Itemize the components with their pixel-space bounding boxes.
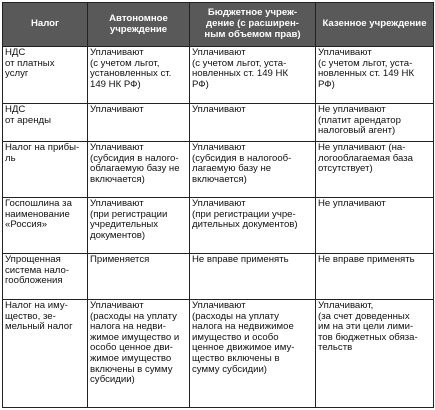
header-autonomous-label: Автономное учреждение: [109, 12, 168, 35]
header-budget: [190, 3, 316, 47]
header-state-label: Казенное учреждение: [322, 18, 427, 30]
cell-state: [316, 142, 434, 198]
cell-state: [316, 254, 434, 300]
cell-tax-text: НДС от платных услуг: [5, 47, 55, 80]
cell-state-text: Не уплачивают (на- логооблагаемая база отсутствует): [318, 142, 413, 175]
cell-autonomous: [88, 254, 190, 300]
table-row: [3, 47, 434, 104]
cell-tax: [3, 142, 88, 198]
tax-comparison-table-wrapper: [2, 2, 434, 408]
header-budget-label: Бюджетное учреж- дение (с расширен- ным объемом прав): [204, 7, 301, 40]
cell-tax-text: Налог на прибы- ль: [5, 142, 80, 164]
cell-state-text: Не вправе применять: [318, 254, 415, 265]
cell-autonomous: [88, 300, 190, 408]
cell-autonomous-text: Уплачивают (расходы на уплату налога на недви- жимое имущество и особо ценное дви- жимое имущество включены в сумму субсидии): [90, 300, 180, 386]
cell-autonomous-text: Уплачивают (при регистрации учредительных документов): [90, 198, 168, 241]
cell-tax: [3, 198, 88, 254]
cell-tax-text: НДС от аренды: [5, 104, 51, 126]
cell-autonomous: [88, 104, 190, 142]
cell-budget: [190, 47, 316, 104]
table-header: [3, 3, 434, 47]
header-row: [3, 3, 434, 47]
header-tax: [3, 3, 88, 47]
cell-budget: [190, 300, 316, 408]
table-row: [3, 104, 434, 142]
cell-budget-text: Уплачивают (с учетом льгот, уста- новленных ст. 149 НК РФ): [192, 47, 289, 90]
cell-autonomous-text: Уплачивают (с учетом льгот, установленных ст. 149 НК РФ): [90, 47, 172, 90]
tax-comparison-table: [2, 2, 434, 408]
cell-state: [316, 47, 434, 104]
cell-autonomous: [88, 47, 190, 104]
cell-tax-text: Упрощенная система нало- гообложения: [5, 254, 70, 287]
cell-tax: [3, 254, 88, 300]
cell-tax-text: Госпошлина за наименование «Россия»: [5, 198, 72, 231]
cell-state: [316, 300, 434, 408]
cell-budget-text: Уплачивают (расходы на уплату налога на недвижимое имущество и особо ценное движимое иму- щество включены в сумму субсидии): [192, 300, 295, 375]
table-row: [3, 142, 434, 198]
cell-autonomous: [88, 198, 190, 254]
header-tax-label: Налог: [30, 18, 60, 30]
table-row: [3, 300, 434, 408]
cell-autonomous-text: Уплачивают: [90, 104, 144, 115]
header-state: [316, 3, 434, 47]
cell-autonomous-text: Уплачивают (субсидия в налого- облагаемую базу не включается): [90, 142, 180, 185]
cell-budget-text: Уплачивают (субсидия в налогооб- лагаемую базу не включается): [192, 142, 292, 185]
table-row: [3, 254, 434, 300]
header-autonomous: [88, 3, 190, 47]
cell-budget-text: Не вправе применять: [192, 254, 289, 265]
cell-budget: [190, 104, 316, 142]
cell-tax-text: Налог на иму- щество, зе- мельный налог: [5, 300, 73, 333]
cell-budget-text: Уплачивают (при регистрации учре- дительных документов): [192, 198, 298, 231]
table-row: [3, 198, 434, 254]
cell-tax: [3, 104, 88, 142]
cell-state: [316, 104, 434, 142]
cell-budget-text: Уплачивают: [192, 104, 246, 115]
cell-tax: [3, 300, 88, 408]
cell-budget: [190, 142, 316, 198]
cell-state-text: Не уплачивают: [318, 198, 386, 209]
cell-state-text: Не уплачивают (платит арендатор налоговый агент): [318, 104, 401, 137]
cell-state-text: Уплачивают (с учетом льгот, уста- новленных ст. 149 НК РФ): [318, 47, 415, 90]
cell-state-text: Уплачивают, (за счет доведенных им на эти цели лими- тов бюджетных обяза- тельств: [318, 300, 418, 354]
cell-budget: [190, 254, 316, 300]
cell-autonomous: [88, 142, 190, 198]
table-body: [3, 47, 434, 408]
cell-budget: [190, 198, 316, 254]
cell-autonomous-text: Применяется: [90, 254, 150, 265]
cell-tax: [3, 47, 88, 104]
cell-state: [316, 198, 434, 254]
